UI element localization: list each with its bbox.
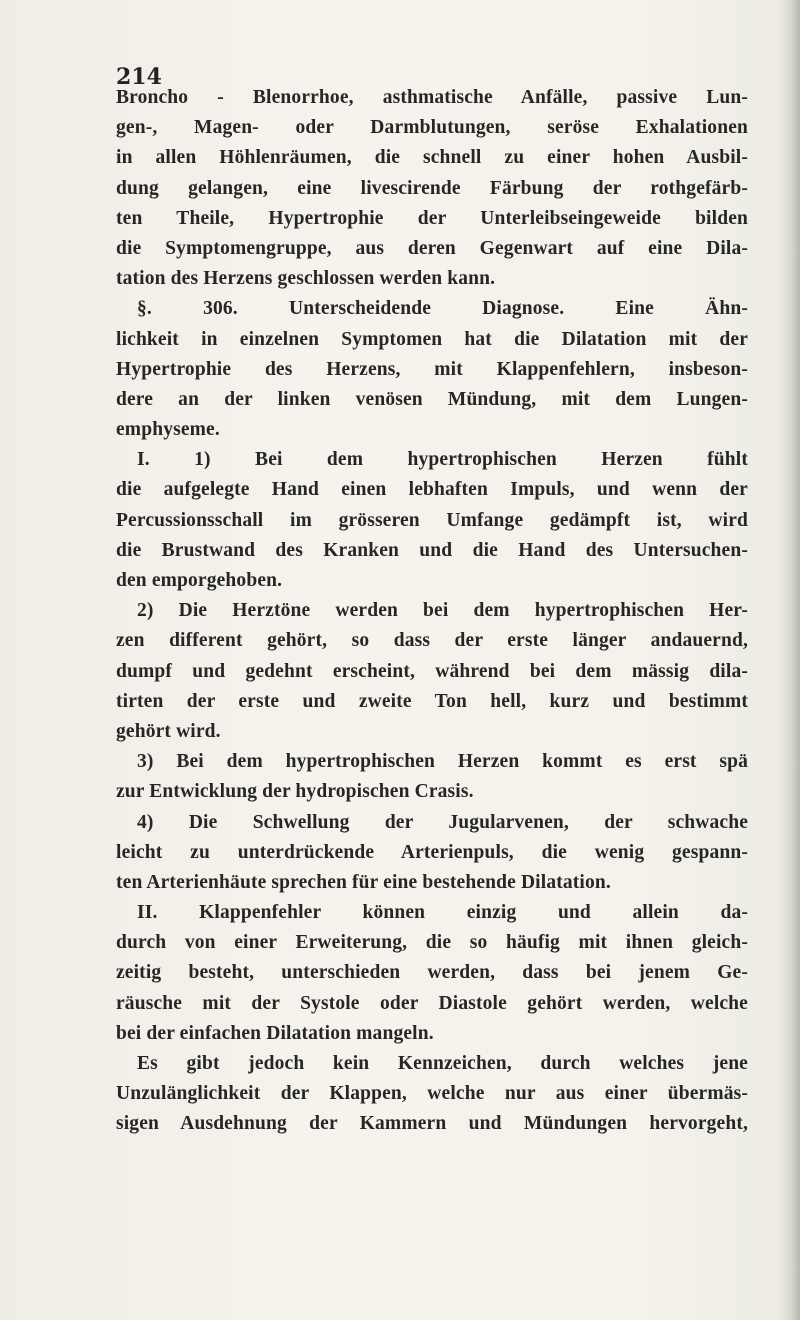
text-line: gehört wird. [116,720,221,742]
text-line: Percussionsschall im grösseren Umfange gedämpft ist, wird [116,509,748,531]
text-line: tation des Herzens geschlossen werden kann. [116,268,496,290]
text-line: in allen Höhlenräumen, die schnell zu einer hohen Ausbil- [116,147,748,169]
text-line: sigen Ausdehnung der Kammern und Mündungen hervorgeht, [116,1113,748,1135]
text-line: ten Theile, Hypertrophie der Unterleibseingeweide bilden [116,207,748,229]
text-line: tirten der erste und zweite Ton hell, kurz und bestimmt [116,690,748,712]
text-line: II. Klappenfehler können einzig und allein da- [137,902,748,924]
text-line: §. 306. Unterscheidende Diagnose. Eine Ähn- [137,298,748,320]
text-line: den emporgehoben. [116,570,283,591]
text-line: die aufgelegte Hand einen lebhaften Impuls, und wenn der [116,479,748,501]
text-line: lichkeit in einzelnen Symptomen hat die Dilatation mit der [116,328,748,350]
text-line: 2) Die Herztöne werden bei dem hypertrophischen Her- [137,600,748,622]
text-line: bei der einfachen Dilatation mangeln. [116,1022,434,1044]
text-line: Broncho - Blenorrhoe, asthmatische Anfälle, passive Lun- [116,87,748,108]
text-line: leicht zu unterdrückende Arterienpuls, die wenig gespann- [116,841,748,863]
text-line: Unzulänglichkeit der Klappen, welche nur aus einer übermäs- [116,1083,748,1105]
text-line: die Brustwand des Kranken und die Hand des Untersuchen- [116,539,748,561]
text-line: zen different gehört, so dass der erste länger andauernd, [116,630,748,652]
text-line: gen-, Magen- oder Darmblutungen, seröse Exhalationen [116,117,748,139]
text-line: I. 1) Bei dem hypertrophischen Herzen fühlt [137,449,748,471]
text-line: zur Entwicklung der hydropischen Crasis. [116,781,474,803]
page-edge-shadow [778,0,800,1320]
text-line: Es gibt jedoch kein Kennzeichen, durch welches jene [137,1053,748,1074]
text-line: emphyseme. [116,419,220,441]
text-line: durch von einer Erweiterung, die so häufig mit ihnen gleich- [116,932,748,954]
text-line: Hypertrophie des Herzens, mit Klappenfehlern, insbeson- [116,358,748,380]
body-text [116,83,748,1140]
text-line: ten Arterienhäute sprechen für eine bestehende Dilatation. [116,871,611,893]
text-line: 3) Bei dem hypertrophischen Herzen kommt es erst spä [137,751,748,773]
text-line: zeitig besteht, unterschieden werden, dass bei jenem Ge- [116,962,748,984]
text-line: dere an der linken venösen Mündung, mit dem Lungen- [116,388,748,410]
text-line: dung gelangen, eine livescirende Färbung der rothgefärb- [116,177,748,199]
text-line: dumpf und gedehnt erscheint, während bei dem mässig dila- [116,660,748,682]
text-line: räusche mit der Systole oder Diastole gehört werden, welche [116,992,748,1014]
text-line: 4) Die Schwellung der Jugularvenen, der schwache [137,811,748,833]
text-line: die Symptomengruppe, aus deren Gegenwart auf eine Dila- [116,237,748,259]
page-number: 214 [116,64,162,90]
